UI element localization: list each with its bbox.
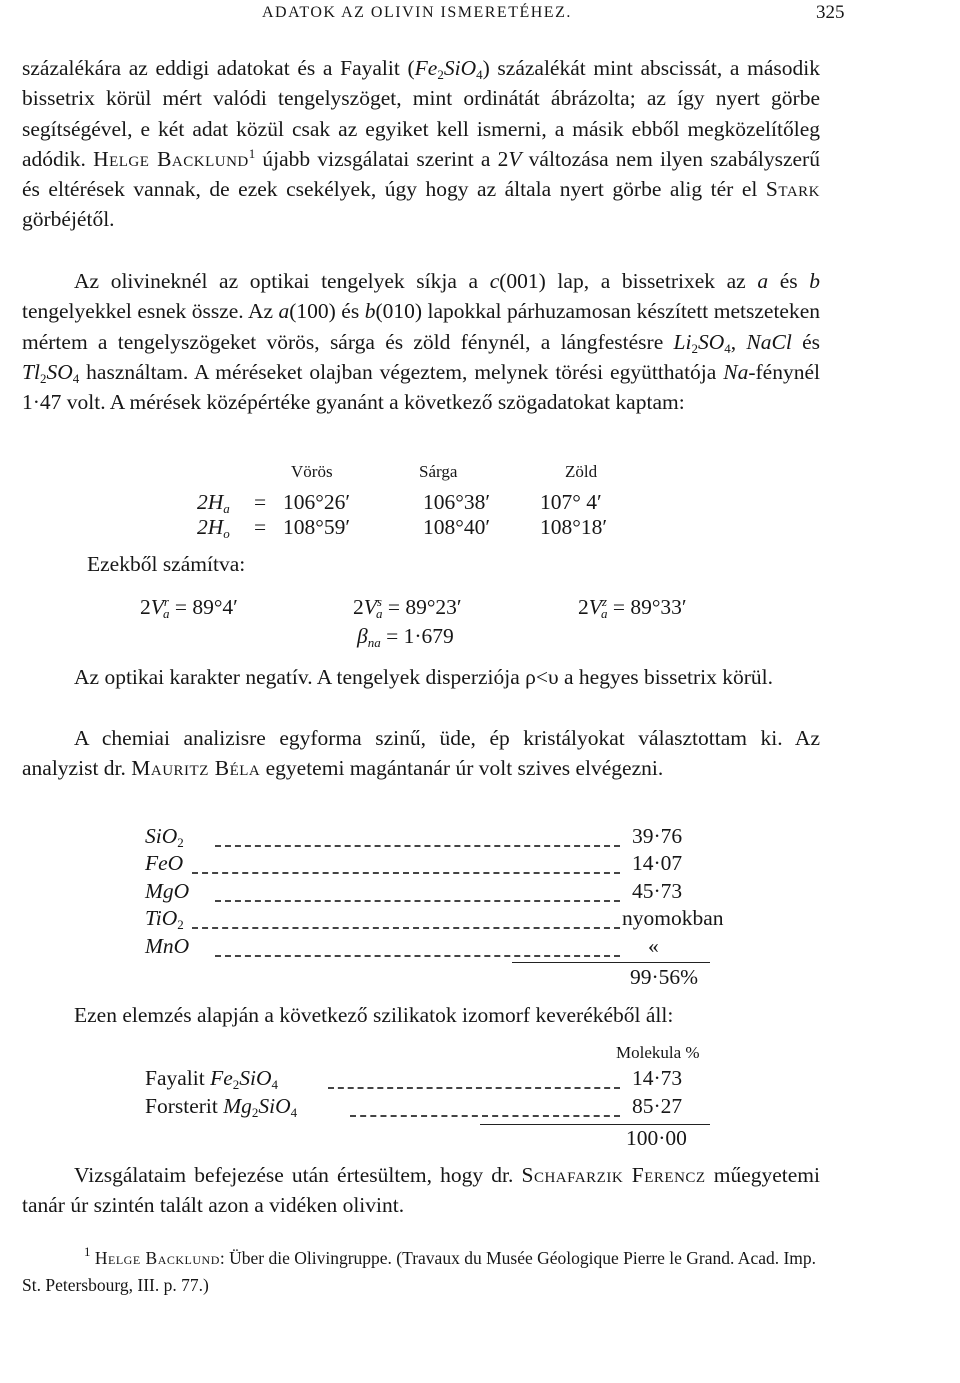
footnote-author: Helge Backlund bbox=[94, 1248, 220, 1268]
angle-value: 108°40′ bbox=[423, 515, 491, 539]
paragraph-5: Ezen elemzés alapján a következő szilikatok izomorf keverékéből áll: bbox=[74, 1003, 674, 1027]
computed-label: Ezekből számítva: bbox=[87, 552, 246, 576]
oxide-value: 39·76 bbox=[632, 824, 683, 848]
analysis-total: 99·56% bbox=[630, 965, 699, 989]
optic-angle-yellow: $2V^s_a = 89^\circ 23'$ bbox=[353, 594, 462, 621]
molecule-value: 14·73 bbox=[632, 1066, 683, 1090]
oxide-formula: MgO bbox=[145, 879, 190, 903]
oxide-formula: MnO bbox=[145, 934, 190, 958]
oxide-formula: TiO$_2$ bbox=[145, 906, 184, 932]
dot-leader bbox=[350, 1115, 620, 1117]
column-header-yellow: Sárga bbox=[419, 462, 458, 481]
sum-rule bbox=[480, 1124, 710, 1125]
refractive-index: $\beta_{na} = 1\cdot 679$ bbox=[357, 624, 454, 650]
paragraph-4: A chemiai analizisre egyforma szinű, üde, ép kristályokat választottam ki. Az analyzist dr. Mauritz Béla egyetemi magántanár úr volt szives elvégezni. bbox=[22, 726, 820, 781]
oxide-formula: FeO bbox=[145, 851, 184, 875]
angle-symbol: $2H_a$ bbox=[197, 490, 230, 516]
author-name: Stark bbox=[765, 177, 820, 202]
angle-value: 106°38′ bbox=[423, 490, 491, 514]
column-header-red: Vörös bbox=[291, 462, 333, 481]
optic-angle-red: $2V^r_a = 89^\circ 4'$ bbox=[140, 594, 238, 621]
molecule-column-header: Molekula % bbox=[616, 1043, 700, 1062]
author-name: Schafarzik Ferencz bbox=[521, 1163, 706, 1187]
oxide-value: « bbox=[648, 934, 659, 958]
dot-leader bbox=[215, 845, 620, 847]
page-number: 325 bbox=[816, 2, 845, 23]
paragraph-3: Az optikai karakter negatív. A tengelyek disperziója ρ<υ a hegyes bissetrix körül. bbox=[74, 665, 774, 689]
oxide-value: nyomokban bbox=[622, 906, 724, 930]
paragraph-2: Az olivineknél az optikai tengelyek síkja a c(001) lap, a bissetrixek az a és b tengelyekkel esnek össze. Az a(100) és b(010) lapokkal párhuzamosan készített metszeteken mértem a tengelyszögeket vörös, sárga és zöld fénynél, a lángfestésre $Li_2SO_4$, NaCl és $Tl_2SO_4$ használtam. A méréseket olajban végeztem, melynek törési együtthatója Na-fénynél 1·47 volt. A mérések középértéke gyanánt a következő szögadatokat kaptam: bbox=[22, 269, 821, 415]
paragraph-6: Vizsgálataim befejezése után értesültem, hogy dr. Schafarzik Ferencz műegyetemi tanár úr szintén talált azon a vidéken olivint. bbox=[22, 1163, 820, 1218]
equals-sign: = bbox=[254, 515, 267, 539]
oxide-value: 14·07 bbox=[632, 851, 683, 875]
paragraph-1: százalékára az eddigi adatokat és a Fayalit $(Fe_2SiO_4)$ százalékát mint abscissát, a második bissetrix körül mért valódi tengelyszöget, mint ordinátát ábrázolta; az így nyert görbe segítségével, e két adat közül csak az egyiket kell ismerni, a másik ebből megközelítőleg adódik. Helge Backlund$^1$ újabb vizsgálatai szerint a 2V változása nem ilyen szabályszerű és eltérések vannak, de ezek csekélyek, úgy hogy az általa nyert görbe alig tér el Stark görbéjétől. bbox=[22, 56, 820, 232]
molecule-value: 85·27 bbox=[632, 1094, 683, 1118]
footnote-mark: 1 bbox=[84, 1244, 91, 1259]
oxide-value: 45·73 bbox=[632, 879, 683, 903]
analyst-name: Mauritz Béla bbox=[131, 756, 261, 781]
oxide-formula: SiO$_2$ bbox=[145, 824, 184, 850]
optic-angle-green: $2V^z_a = 89^\circ 33'$ bbox=[578, 594, 687, 621]
angle-value: 108°18′ bbox=[540, 515, 608, 539]
dot-leader bbox=[215, 900, 620, 902]
column-header-green: Zöld bbox=[565, 462, 598, 481]
dot-leader bbox=[215, 955, 620, 957]
angle-value: 106°26′ bbox=[283, 490, 351, 514]
dot-leader bbox=[192, 927, 620, 929]
running-header-title: ADATOK AZ OLIVIN ISMERETÉHEZ. bbox=[262, 4, 572, 21]
mineral-name: Fayalit $Fe_2SiO_4$ bbox=[145, 1066, 279, 1092]
dot-leader bbox=[192, 872, 620, 874]
author-name: Helge Backlund bbox=[93, 146, 249, 171]
footnote: $^1$ Helge Backlund: Über die Olivingruppe. (Travaux du Musée Géologique Pierre le Grand. Acad. Imp. St. Petersbourg, III. p. 77.) bbox=[22, 1244, 817, 1295]
sum-rule bbox=[512, 962, 710, 963]
angle-value: 108°59′ bbox=[283, 515, 351, 539]
footnote-ref: 1 bbox=[248, 145, 256, 161]
angle-symbol: $2H_o$ bbox=[197, 515, 230, 541]
mineral-name: Forsterit $Mg_2SiO_4$ bbox=[145, 1094, 298, 1120]
molecule-total: 100·00 bbox=[626, 1126, 687, 1150]
angle-value: 107° 4′ bbox=[540, 490, 602, 514]
dot-leader bbox=[328, 1087, 620, 1089]
equals-sign: = bbox=[254, 490, 267, 514]
